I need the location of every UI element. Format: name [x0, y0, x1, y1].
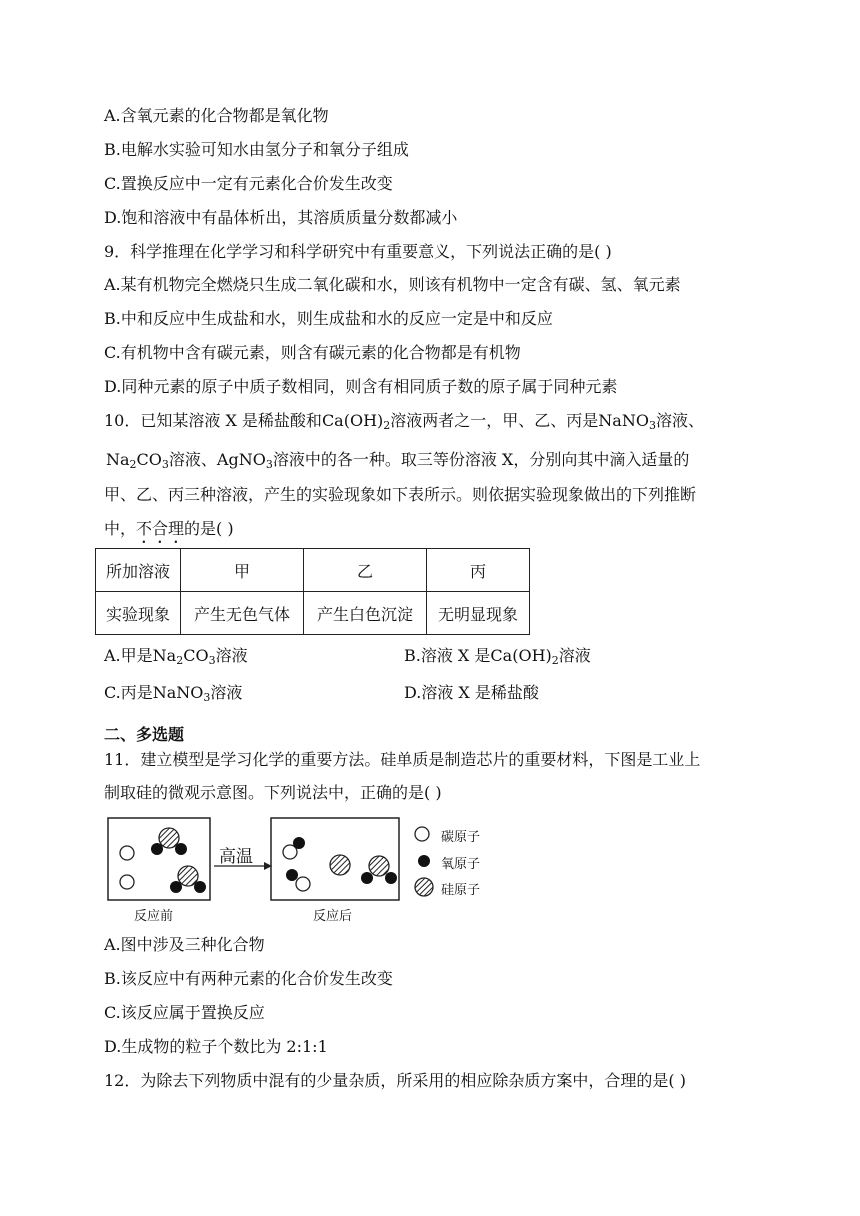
- carbon-atom: [120, 875, 134, 889]
- legend-silicon-label: 硅原子: [441, 883, 481, 898]
- table-cell: 乙: [304, 549, 427, 592]
- q10-stem-line2: $Na_2CO_3$溶液、AgNO$_3$溶液中的各一种。取三等份溶液 X，分别向其中滴入适量的: [106, 450, 690, 471]
- table-header-row: [96, 549, 530, 592]
- legend-silicon-icon: [415, 878, 433, 896]
- q9-option-d: D.同种元素的原子中质子数相同，则含有相同质子数的原子属于同种元素: [104, 377, 618, 396]
- q9-option-b: B.中和反应中生成盐和水，则生成盐和水的反应一定是中和反应: [104, 309, 553, 328]
- q10-option-b: B.溶液 X 是$Ca(OH)_2$溶液: [404, 646, 591, 667]
- arrow-label: 高温: [219, 847, 253, 867]
- carbon-atom: [120, 846, 134, 860]
- q11-option-d: D.生成物的粒子个数比为 2:1:1: [104, 1037, 328, 1056]
- table-cell: 所加溶液: [96, 549, 181, 592]
- oxygen-atom: [385, 872, 397, 884]
- silicon-atom: [369, 856, 389, 876]
- q9-option-c: C.有机物中含有碳元素，则含有碳元素的化合物都是有机物: [104, 343, 521, 362]
- oxygen-atom: [286, 869, 298, 881]
- q12-stem: 12．为除去下列物质中混有的少量杂质，所采用的相应除杂质方案中，合理的是( ): [104, 1071, 686, 1090]
- q10-stem-line1: 10．已知某溶液 X 是稀盐酸和$Ca(OH)_2$溶液两者之一，甲、乙、丙是NaNO$_3$溶液、: [104, 411, 704, 432]
- q10-option-c: C.丙是NaNO$_3$溶液: [104, 683, 243, 704]
- table-cell: 无明显现象: [427, 592, 530, 635]
- q10-stem-line4: 中，不合理的是( ): [104, 519, 234, 538]
- q11-option-a: A.图中涉及三种化合物: [104, 935, 265, 954]
- experiment-table: [95, 548, 530, 635]
- legend-oxygen-icon: [418, 855, 430, 867]
- q8-option-b: B.电解水实验可知水由氢分子和氧分子组成: [104, 140, 409, 159]
- after-caption: 反应后: [313, 909, 353, 924]
- table-cell: 丙: [427, 549, 530, 592]
- q10-option-d: D.溶液 X 是稀盐酸: [404, 683, 539, 702]
- q10-option-a: A.甲是$Na_2CO_3$溶液: [104, 646, 248, 667]
- silicon-atom: [159, 828, 179, 848]
- before-caption: 反应前: [134, 909, 174, 924]
- table-cell: 甲: [181, 549, 304, 592]
- legend-oxygen-label: 氧原子: [441, 857, 481, 872]
- q9-option-a: A.某有机物完全燃烧只生成二氧化碳和水，则该有机物中一定含有碳、氢、氧元素: [104, 275, 681, 294]
- silicon-atom: [178, 866, 198, 886]
- table-cell: 实验现象: [96, 592, 181, 635]
- q8-option-c: C.置换反应中一定有元素化合价发生改变: [104, 174, 393, 193]
- section-title-multiple-choice: 二、多选题: [104, 725, 185, 744]
- q8-option-a: A.含氧元素的化合物都是氧化物: [104, 106, 329, 125]
- table-row: [96, 592, 530, 635]
- q9-stem: 9．科学推理在化学学习和科学研究中有重要意义，下列说法正确的是( ): [104, 242, 612, 261]
- carbon-atom: [296, 877, 310, 891]
- table-cell: 产生无色气体: [181, 592, 304, 635]
- q8-option-d: D.饱和溶液中有晶体析出，其溶质质量分数都减小: [104, 208, 458, 227]
- oxygen-atom: [293, 837, 305, 849]
- oxygen-atom: [361, 872, 373, 884]
- q11-option-b: B.该反应中有两种元素的化合价发生改变: [104, 969, 393, 988]
- legend-carbon-label: 碳原子: [441, 830, 481, 845]
- q10-stem-line3: 甲、乙、丙三种溶液，产生的实验现象如下表所示。则依据实验现象做出的下列推断: [104, 485, 697, 504]
- silicon-atom: [330, 855, 350, 875]
- legend-carbon-icon: [415, 827, 429, 841]
- q11-stem-line1: 11．建立模型是学习化学的重要方法。硅单质是制造芯片的重要材料，下图是工业上: [104, 750, 701, 769]
- q11-stem-line2: 制取硅的微观示意图。下列说法中，正确的是( ): [104, 783, 442, 802]
- table-cell: 产生白色沉淀: [304, 592, 427, 635]
- q11-option-c: C.该反应属于置换反应: [104, 1003, 265, 1022]
- emphasis-not-reasonable: 不合理: [136, 519, 185, 538]
